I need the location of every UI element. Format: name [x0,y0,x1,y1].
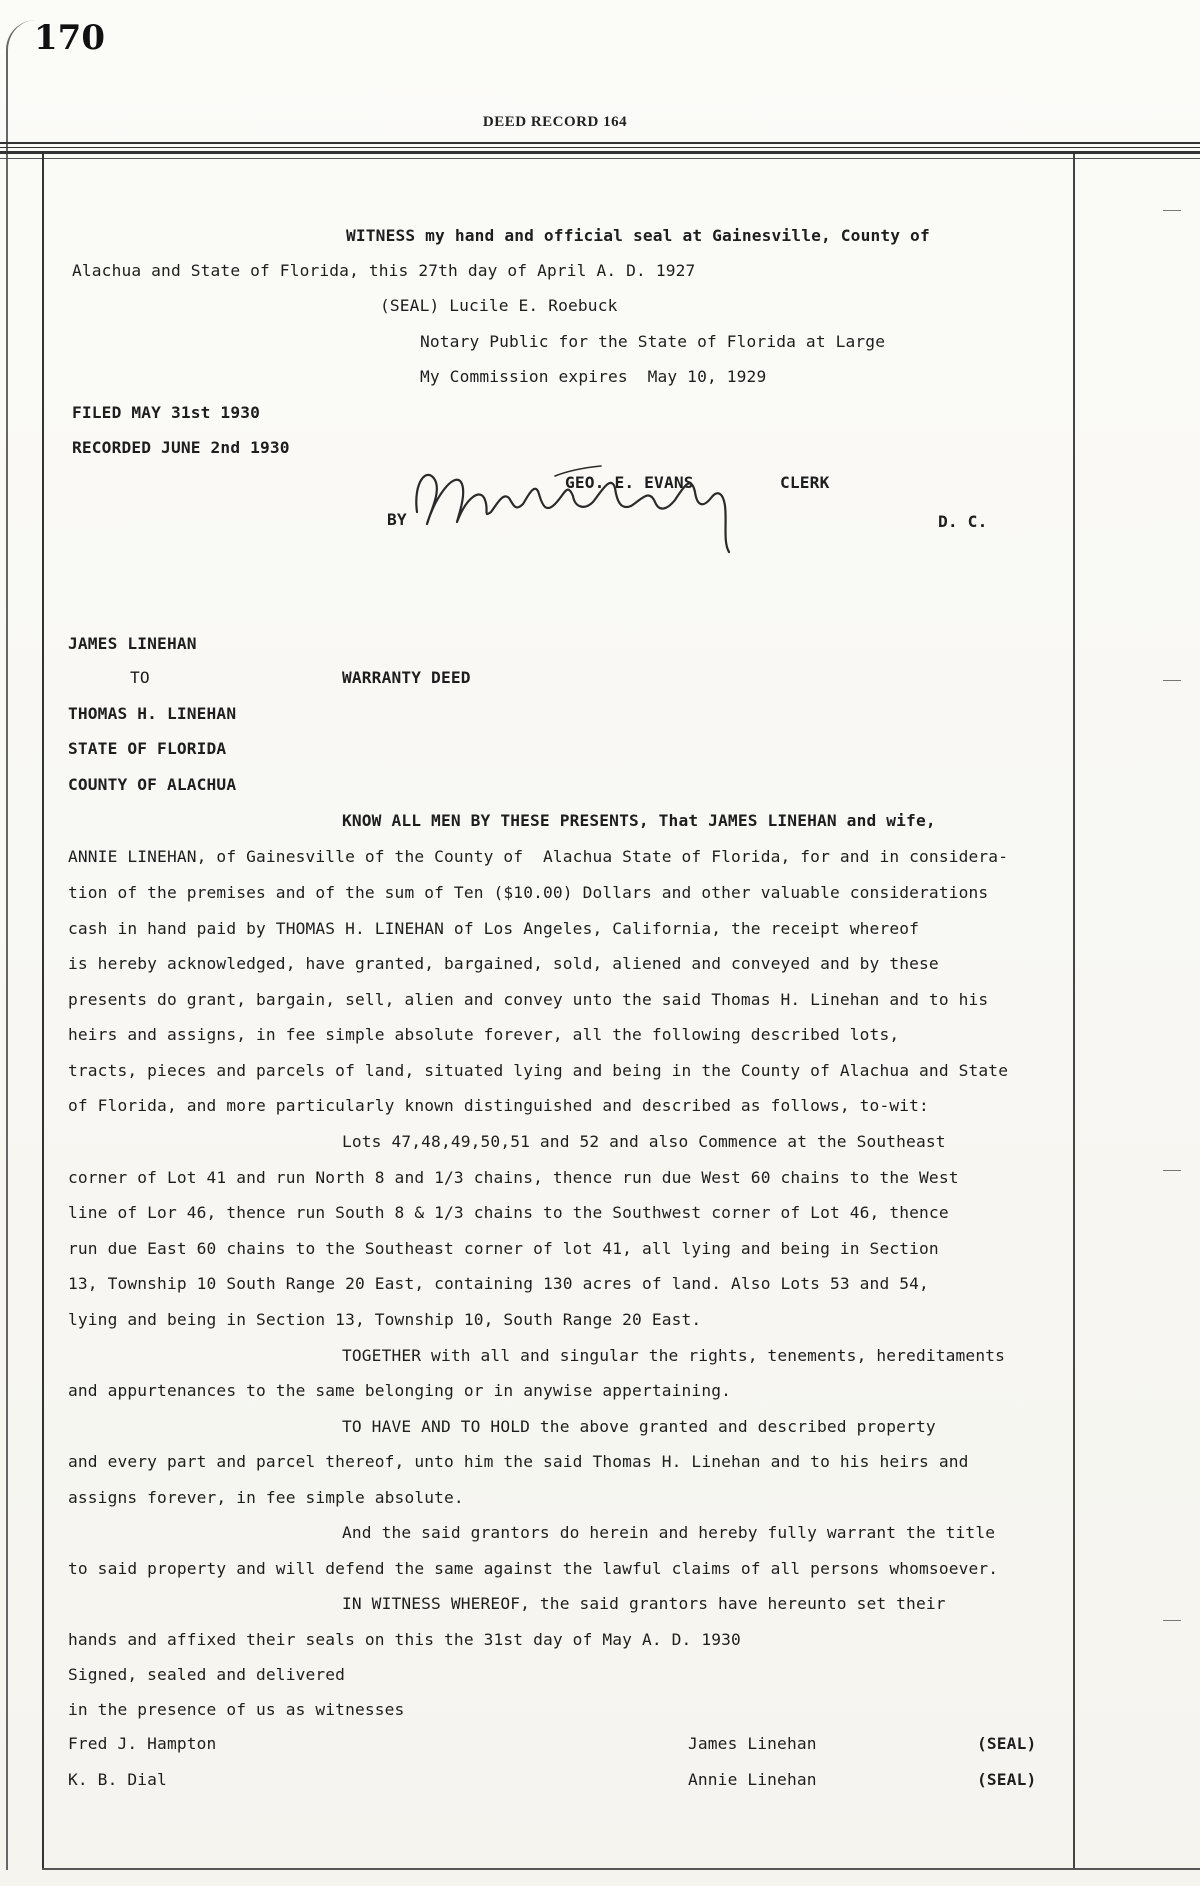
deed-body-line: And the said grantors do herein and hereby fully warrant the title [342,1523,996,1542]
header-rule [0,147,1200,148]
by-label: BY [387,510,407,529]
notary-date-line: Alachua and State of Florida, this 27th day of April A. D. 1927 [72,261,696,280]
witness-name: K. B. Dial [68,1770,167,1789]
deed-body-line: tracts, pieces and parcels of land, situated lying and being in the County of Alachua and State [68,1061,1009,1080]
deed-body-line: Lots 47,48,49,50,51 and 52 and also Commence at the Southeast [342,1132,946,1151]
margin-tick [1163,1620,1181,1621]
witness-presence-line: in the presence of us as witnesses [68,1700,405,1719]
witness-name: Fred J. Hampton [68,1734,217,1753]
deed-type: WARRANTY DEED [342,668,471,687]
deputy-clerk-signature [405,452,775,560]
right-margin-line [1073,154,1075,1870]
clerk-title: CLERK [780,473,830,492]
deed-body-line: run due East 60 chains to the Southeast corner of lot 41, all lying and being in Section [68,1239,939,1258]
header-rule [0,151,1200,154]
deed-body-line: hands and affixed their seals on this the 31st day of May A. D. 1930 [68,1630,741,1649]
grantee-caption: THOMAS H. LINEHAN [68,704,237,723]
page-number: 170 [34,18,105,58]
page-edge [6,20,38,1870]
grantor-signature-name: James Linehan [688,1734,817,1753]
header-rule [0,158,1200,159]
deed-body-line: to said property and will defend the same against the lawful claims of all persons whomsoever. [68,1559,999,1578]
header-rule [0,142,1200,144]
book-title: DEED RECORD 164 [482,114,628,130]
notary-commission-line: My Commission expires May 10, 1929 [420,367,767,386]
state-caption: STATE OF FLORIDA [68,739,227,758]
deed-body-line: and every part and parcel thereof, unto him the said Thomas H. Linehan and to his heirs and [68,1452,969,1471]
to-caption: TO [130,668,150,687]
deed-body-line: cash in hand paid by THOMAS H. LINEHAN of Los Angeles, California, the receipt whereof [68,919,920,938]
grantor-caption: JAMES LINEHAN [68,634,197,653]
grantor-signature-name: Annie Linehan [688,1770,817,1789]
recorded-date: RECORDED JUNE 2nd 1930 [72,438,290,457]
notary-title-line: Notary Public for the State of Florida at Large [420,332,886,351]
clerk-name: GEO. E. EVANS [565,473,694,492]
margin-tick [1163,680,1181,681]
deed-body-line: 13, Township 10 South Range 20 East, containing 130 acres of land. Also Lots 53 and 54, [68,1274,929,1293]
margin-tick [1163,210,1181,211]
deed-body-line: lying and being in Section 13, Township 10, South Range 20 East. [68,1310,702,1329]
deed-body-line: TOGETHER with all and singular the rights, tenements, hereditaments [342,1346,1006,1365]
deed-body-line: is hereby acknowledged, have granted, bargained, sold, aliened and conveyed and by these [68,954,939,973]
deed-body-line: tion of the premises and of the sum of Ten ($10.00) Dollars and other valuable considerations [68,883,989,902]
deed-body-line: heirs and assigns, in fee simple absolute forever, all the following described lots, [68,1025,900,1044]
seal-label: (SEAL) [977,1770,1037,1789]
seal-label: (SEAL) [977,1734,1037,1753]
bottom-rule [42,1868,1200,1870]
county-caption: COUNTY OF ALACHUA [68,775,237,794]
deed-body-line: corner of Lot 41 and run North 8 and 1/3 chains, thence run due West 60 chains to the West [68,1168,959,1187]
deed-body-line: ANNIE LINEHAN, of Gainesville of the County of Alachua State of Florida, for and in considera- [68,847,1009,866]
deputy-clerk-label: D. C. [938,512,988,531]
deed-body-line: presents do grant, bargain, sell, alien and convey unto the said Thomas H. Linehan and to his [68,990,989,1009]
signed-sealed-line: Signed, sealed and delivered [68,1665,346,1684]
notary-seal-line: (SEAL) Lucile E. Roebuck [380,296,618,315]
deed-body-line: and appurtenances to the same belonging or in anywise appertaining. [68,1381,732,1400]
left-margin-line [42,154,44,1870]
filed-date: FILED MAY 31st 1930 [72,403,261,422]
deed-body-line: assigns forever, in fee simple absolute. [68,1488,464,1507]
margin-tick [1163,1170,1181,1171]
deed-body-line: line of Lor 46, thence run South 8 & 1/3 chains to the Southwest corner of Lot 46, thence [68,1203,949,1222]
deed-body-line: KNOW ALL MEN BY THESE PRESENTS, That JAMES LINEHAN and wife, [342,811,936,830]
deed-body-line: TO HAVE AND TO HOLD the above granted and described property [342,1417,936,1436]
deed-body-line: IN WITNESS WHEREOF, the said grantors have hereunto set their [342,1594,946,1613]
notary-witness-line: WITNESS my hand and official seal at Gainesville, County of [346,226,930,245]
deed-body-line: of Florida, and more particularly known distinguished and described as follows, to-wit: [68,1096,929,1115]
